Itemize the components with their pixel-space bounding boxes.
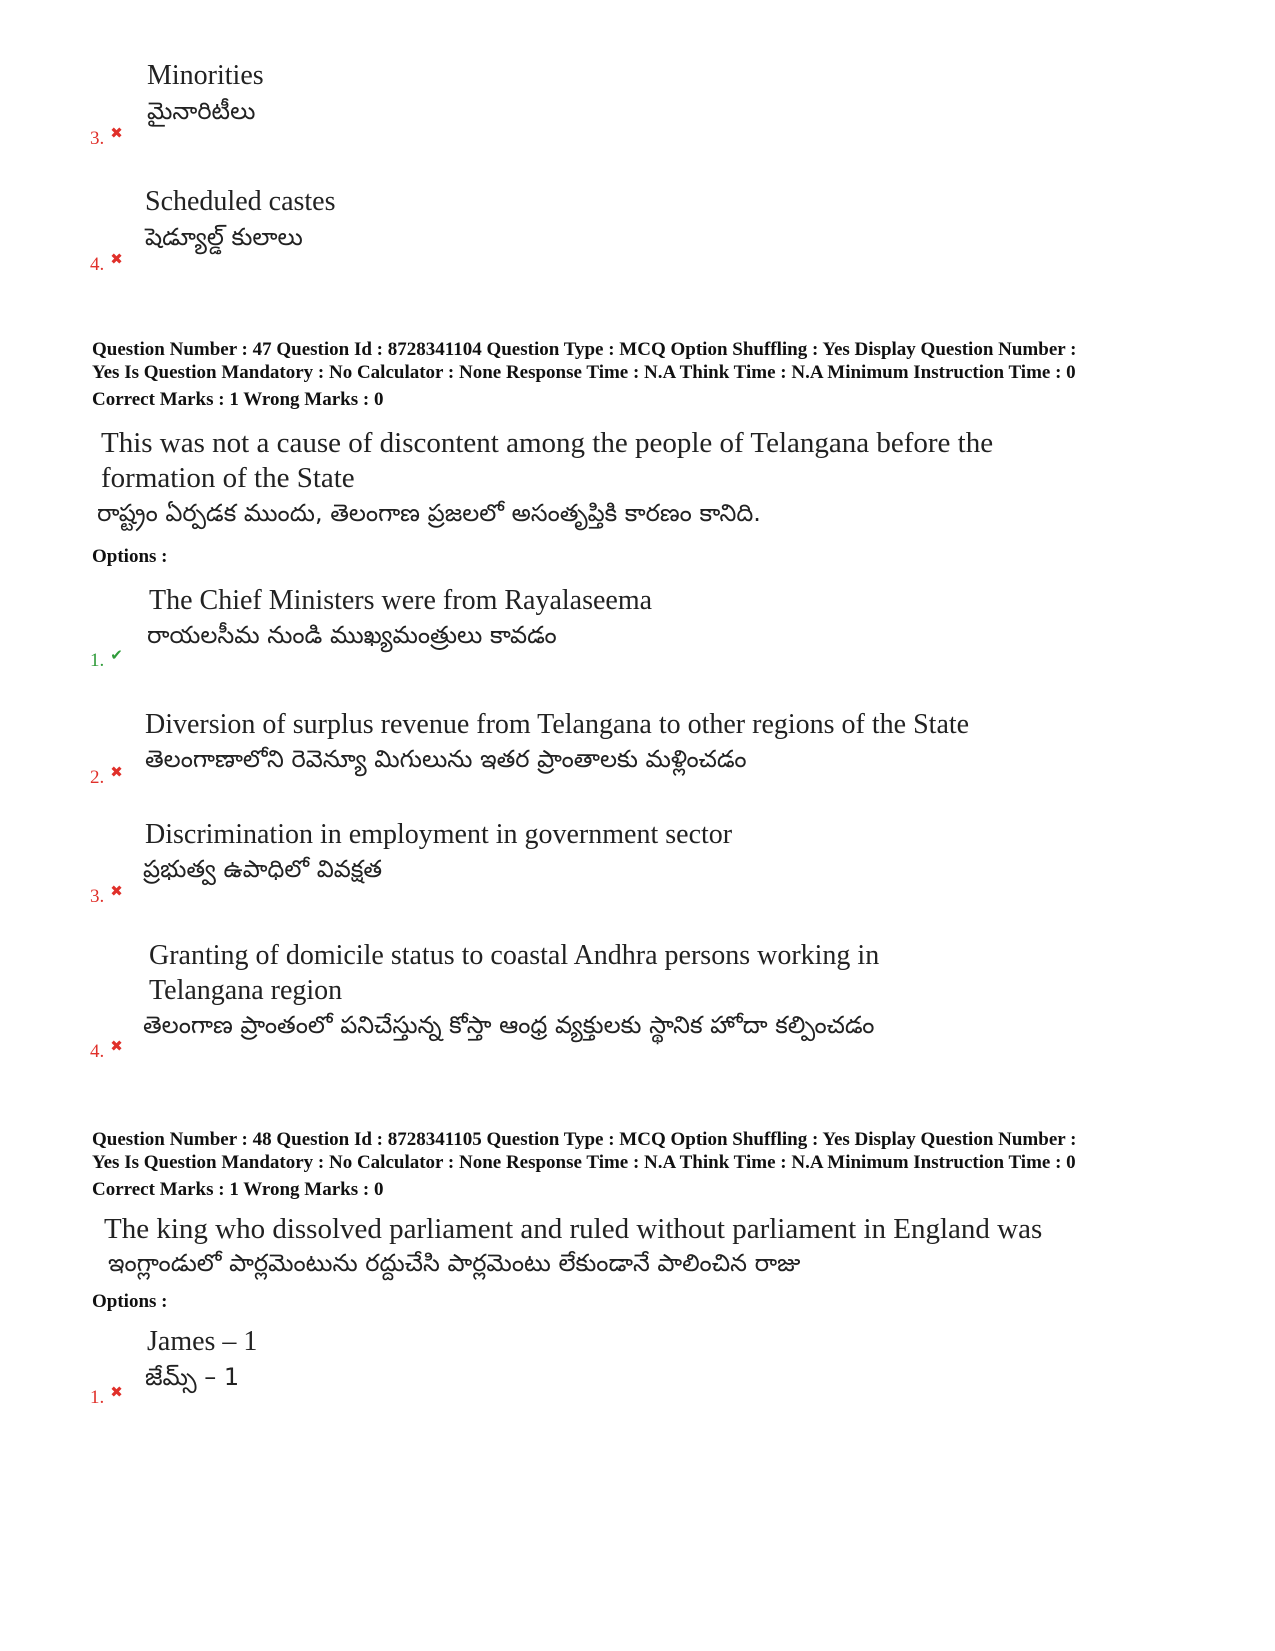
question-text-en-line-2: formation of the State: [101, 462, 355, 494]
option-text-en-line-2: Telangana region: [149, 975, 343, 1006]
option-text-te: షెడ్యూల్డ్ కులాలు: [145, 223, 303, 251]
question-text-en-line-1: This was not a cause of discontent among the people of Telangana before the: [101, 427, 994, 459]
question-text-en: The king who dissolved parliament and ruled without parliament in England was: [104, 1213, 1043, 1245]
option-number: 3. ✖: [90, 124, 123, 149]
cross-icon: ✖: [110, 1037, 123, 1055]
checkmark-icon: ✔: [110, 646, 123, 664]
option-text-te: తెలంగాణాలోని రెవెన్యూ మిగులును ఇతర ప్రాంతాలకు మళ్లించడం: [145, 745, 747, 773]
option-text-en: Minorities: [147, 60, 264, 91]
question-meta-line-1: Question Number : 47 Question Id : 8728341104 Question Type : MCQ Option Shuffling : Yes Display Question Number :: [92, 339, 1077, 360]
option-text-te: మైనారిటీలు: [147, 97, 256, 125]
option-text-te: జేమ్స్ – 1: [145, 1363, 240, 1391]
cross-icon: ✖: [110, 124, 123, 142]
question-text-te: రాష్ట్రం ఏర్పడక ముందు, తెలంగాణ ప్రజలలో అసంతృప్తికి కారణం కానిది.: [97, 499, 761, 527]
option-text-te: ప్రభుత్వ ఉపాధిలో వివక్షత: [143, 855, 383, 883]
options-label: Options :: [92, 546, 168, 567]
option-number: 1. ✔: [90, 646, 123, 671]
question-marks: Correct Marks : 1 Wrong Marks : 0: [92, 389, 384, 410]
question-marks: Correct Marks : 1 Wrong Marks : 0: [92, 1179, 384, 1200]
question-meta-line-2: Yes Is Question Mandatory : No Calculator : None Response Time : N.A Think Time : N.A Minimum Instruction Time : 0: [92, 1152, 1076, 1173]
option-text-te: తెలంగాణ ప్రాంతంలో పనిచేస్తున్న కోస్తా ఆంధ్ర వ్యక్తులకు స్థానిక హోదా కల్పించడం: [143, 1011, 875, 1039]
question-text-te: ఇంగ్లాండులో పార్లమెంటును రద్దుచేసి పార్లమెంటు లేకుండానే పాలించిన రాజు: [108, 1249, 801, 1277]
option-text-en: James – 1: [147, 1326, 258, 1357]
cross-icon: ✖: [110, 250, 123, 268]
question-meta-line-1: Question Number : 48 Question Id : 8728341105 Question Type : MCQ Option Shuffling : Yes Display Question Number :: [92, 1129, 1077, 1150]
options-label: Options :: [92, 1291, 168, 1312]
cross-icon: ✖: [110, 882, 123, 900]
option-text-en: Diversion of surplus revenue from Telangana to other regions of the State: [145, 709, 970, 740]
option-number: 2. ✖: [90, 763, 123, 788]
cross-icon: ✖: [110, 763, 123, 781]
option-text-en-line-1: Granting of domicile status to coastal Andhra persons working in: [149, 940, 880, 971]
option-text-te: రాయలసీమ నుండి ముఖ్యమంత్రులు కావడం: [147, 621, 557, 649]
option-number: 3. ✖: [90, 882, 123, 907]
question-meta-line-2: Yes Is Question Mandatory : No Calculator : None Response Time : N.A Think Time : N.A Minimum Instruction Time : 0: [92, 362, 1076, 383]
option-text-en: Scheduled castes: [145, 186, 336, 217]
option-number: 1. ✖: [90, 1383, 123, 1408]
option-number: 4. ✖: [90, 1037, 123, 1062]
option-text-en: Discrimination in employment in government sector: [145, 819, 733, 850]
option-number: 4. ✖: [90, 250, 123, 275]
cross-icon: ✖: [110, 1383, 123, 1401]
option-text-en: The Chief Ministers were from Rayalaseema: [149, 585, 653, 616]
